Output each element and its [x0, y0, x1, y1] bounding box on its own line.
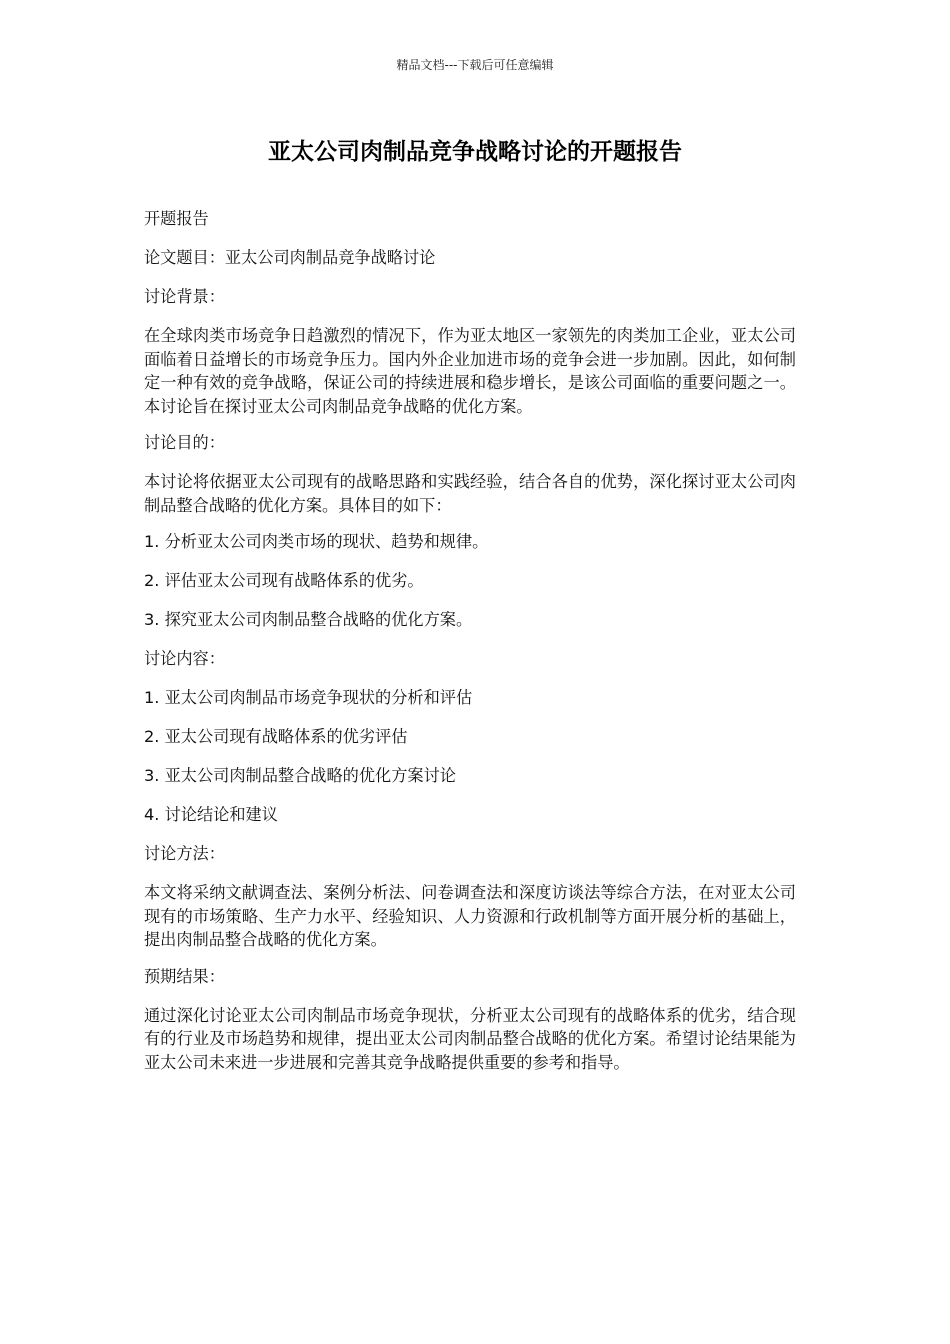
heading-method: 讨论方法：	[144, 844, 225, 863]
heading-expected-results: 预期结果：	[144, 966, 225, 986]
content-item-4: 4. 讨论结论和建议	[144, 805, 278, 824]
heading-content: 讨论内容：	[144, 649, 225, 668]
purpose-item-1: 1. 分析亚太公司肉类市场的现状、趋势和规律。	[144, 532, 489, 551]
paragraph-method: 本文将采纳文献调查法、案例分析法、问卷调查法和深度访谈法等综合方法，在对亚太公司现有的市场策略、生产力水平、经验知识、人力资源和行政机制等方面开展分析的基础上，提出肉制品整合战略的优化方案。	[144, 883, 796, 949]
paragraph-background: 在全球肉类市场竞争日趋激烈的情况下，作为亚太地区一家领先的肉类加工企业，亚太公司面临着日益增长的市场竞争压力。国内外企业加进市场的竞争会进一步加剧。因此，如何制定一种有效的竞争战略，保证公司的持续进展和稳步增长，是该公司面临的重要问题之一。本讨论旨在探讨亚太公司肉制品竞争战略的优化方案。	[144, 326, 796, 416]
paragraph-thesis-topic: 论文题目：亚太公司肉制品竞争战略讨论	[144, 248, 436, 267]
content-item-1: 1. 亚太公司肉制品市场竞争现状的分析和评估	[144, 688, 473, 707]
purpose-item-2: 2. 评估亚太公司现有战略体系的优劣。	[144, 571, 424, 590]
heading-purpose: 讨论目的：	[144, 433, 225, 452]
document-title: 亚太公司肉制品竞争战略讨论的开题报告	[268, 139, 682, 165]
paragraph-expected-results: 通过深化讨论亚太公司肉制品市场竞争现状，分析亚太公司现有的战略体系的优劣，结合现有的行业及市场趋势和规律，提出亚太公司肉制品整合战略的优化方案。希望讨论结果能为亚太公司未来进一步进展和完善其竞争战略提供重要的参考和指导。	[144, 1005, 796, 1072]
document-body	[144, 207, 796, 1087]
purpose-item-3: 3. 探究亚太公司肉制品整合战略的优化方案。	[144, 610, 473, 629]
paragraph-report-label: 开题报告	[144, 209, 209, 228]
heading-background: 讨论背景：	[144, 287, 225, 306]
page-header-watermark: 精品文档---下载后可任意编辑	[396, 58, 554, 72]
paragraph-purpose: 本讨论将依据亚太公司现有的战略思路和实践经验，结合各自的优势，深化探讨亚太公司肉制品整合战略的优化方案。具体目的如下：	[144, 472, 796, 515]
content-item-3: 3. 亚太公司肉制品整合战略的优化方案讨论	[144, 766, 456, 785]
content-item-2: 2. 亚太公司现有战略体系的优劣评估	[144, 727, 408, 746]
